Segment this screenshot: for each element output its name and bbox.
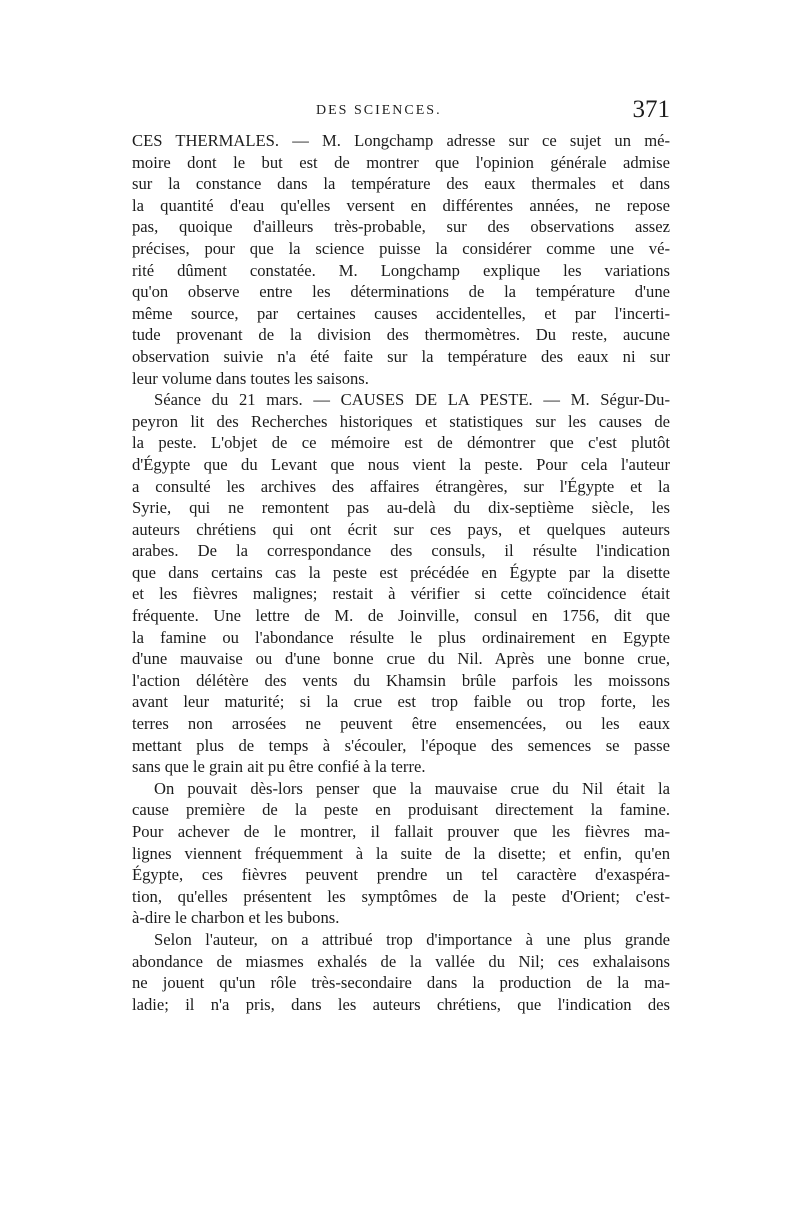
- text-line: Selon l'auteur, on a attribué trop d'importance à une plus grande: [154, 929, 670, 949]
- text-line: fréquente. Une lettre de M. de Joinville, consul en 1756, dit que: [132, 606, 670, 626]
- text-line: rité dûment constatée. M. Longchamp explique les variations: [132, 260, 670, 280]
- text-line: tude provenant de la division des thermomètres. Du reste, aucune: [132, 325, 670, 345]
- text-line: a consulté les archives des affaires étrangères, sur l'Égypte et la: [132, 476, 670, 496]
- text-line: même source, par certaines causes accidentelles, et par l'incerti-: [132, 303, 670, 323]
- text-line: d'Égypte que du Levant que nous vient la peste. Pour cela l'auteur: [132, 454, 670, 474]
- text-line: lignes viennent fréquemment à la suite de la disette; et enfin, qu'en: [132, 843, 670, 863]
- text-line: la quantité d'eau qu'elles versent en différentes années, ne repose: [132, 195, 670, 215]
- text-line: précises, pour que la science puisse la considérer comme une vé-: [132, 238, 670, 258]
- text-line: avant leur maturité; si la crue est trop faible ou trop forte, les: [132, 692, 670, 712]
- text-line: et les fièvres malignes; restait à vérifier si cette coïncidence était: [132, 584, 670, 604]
- body-text: [132, 130, 670, 1015]
- text-line: la peste. L'objet de ce mémoire est de démontrer que c'est plutôt: [132, 433, 670, 453]
- text-line: sans que le grain ait pu être confié à la terre.: [132, 757, 426, 777]
- text-line: auteurs chrétiens qui ont écrit sur ces pays, et quelques auteurs: [132, 519, 670, 539]
- page-number: 371: [632, 96, 670, 123]
- text-line: ladie; il n'a pris, dans les auteurs chrétiens, que l'indication des: [132, 994, 670, 1014]
- text-line: moire dont le but est de montrer que l'opinion générale admise: [132, 152, 670, 172]
- text-line: Pour achever de le montrer, il fallait prouver que les fièvres ma-: [132, 822, 670, 841]
- text-line: arabes. De la correspondance des consuls, il résulte l'indication: [132, 541, 670, 561]
- book-page: [132, 0, 670, 1215]
- text-line: la famine ou l'abondance résulte le plus ordinairement en Egypte: [132, 627, 670, 647]
- text-line: que dans certains cas la peste est précédée en Égypte par la disette: [132, 562, 670, 582]
- running-head: [132, 96, 670, 133]
- text-line: tion, qu'elles présentent les symptômes de la peste d'Orient; c'est-: [132, 886, 670, 906]
- text-line: ne jouent qu'un rôle très-secondaire dans la production de la ma-: [132, 973, 670, 993]
- text-line: pas, quoique d'ailleurs très-probable, sur des observations assez: [132, 217, 670, 237]
- text-line: sur la constance dans la température des eaux thermales et dans: [132, 174, 670, 194]
- text-line: qu'on observe entre les déterminations de la température d'une: [132, 282, 670, 302]
- text-line: peyron lit des Recherches historiques et statistiques sur les causes de: [132, 411, 670, 431]
- text-line: cause première de la peste en produisant directement la famine.: [132, 800, 670, 820]
- text-line: abondance de miasmes exhalés de la vallée du Nil; ces exhalaisons: [132, 951, 670, 971]
- text-line: CES THERMALES. — M. Longchamp adresse sur ce sujet un mé-: [132, 131, 670, 150]
- text-line: observation suivie n'a été faite sur la température des eaux ni sur: [132, 346, 670, 366]
- text-line: mettant plus de temps à s'écouler, l'époque des semences se passe: [132, 735, 670, 755]
- text-line: à-dire le charbon et les bubons.: [132, 908, 340, 928]
- text-line: terres non arrosées ne peuvent être ensemencées, ou les eaux: [132, 714, 670, 734]
- text-line: d'une mauvaise ou d'une bonne crue du Nil. Après une bonne crue,: [132, 649, 670, 669]
- text-line: On pouvait dès-lors penser que la mauvaise crue du Nil était la: [154, 778, 670, 798]
- running-title: DES SCIENCES.: [316, 103, 442, 118]
- text-line: leur volume dans toutes les saisons.: [132, 368, 369, 388]
- text-line: Égypte, ces fièvres peuvent prendre un tel caractère d'exaspéra-: [132, 865, 670, 885]
- text-line: Syrie, qui ne remontent pas au-delà du dix-septième siècle, les: [132, 498, 670, 518]
- text-line: l'action délétère des vents du Khamsin brûle parfois les moissons: [132, 670, 670, 690]
- text-line: Séance du 21 mars. — CAUSES DE LA PESTE. — M. Ségur-Du-: [154, 390, 670, 410]
